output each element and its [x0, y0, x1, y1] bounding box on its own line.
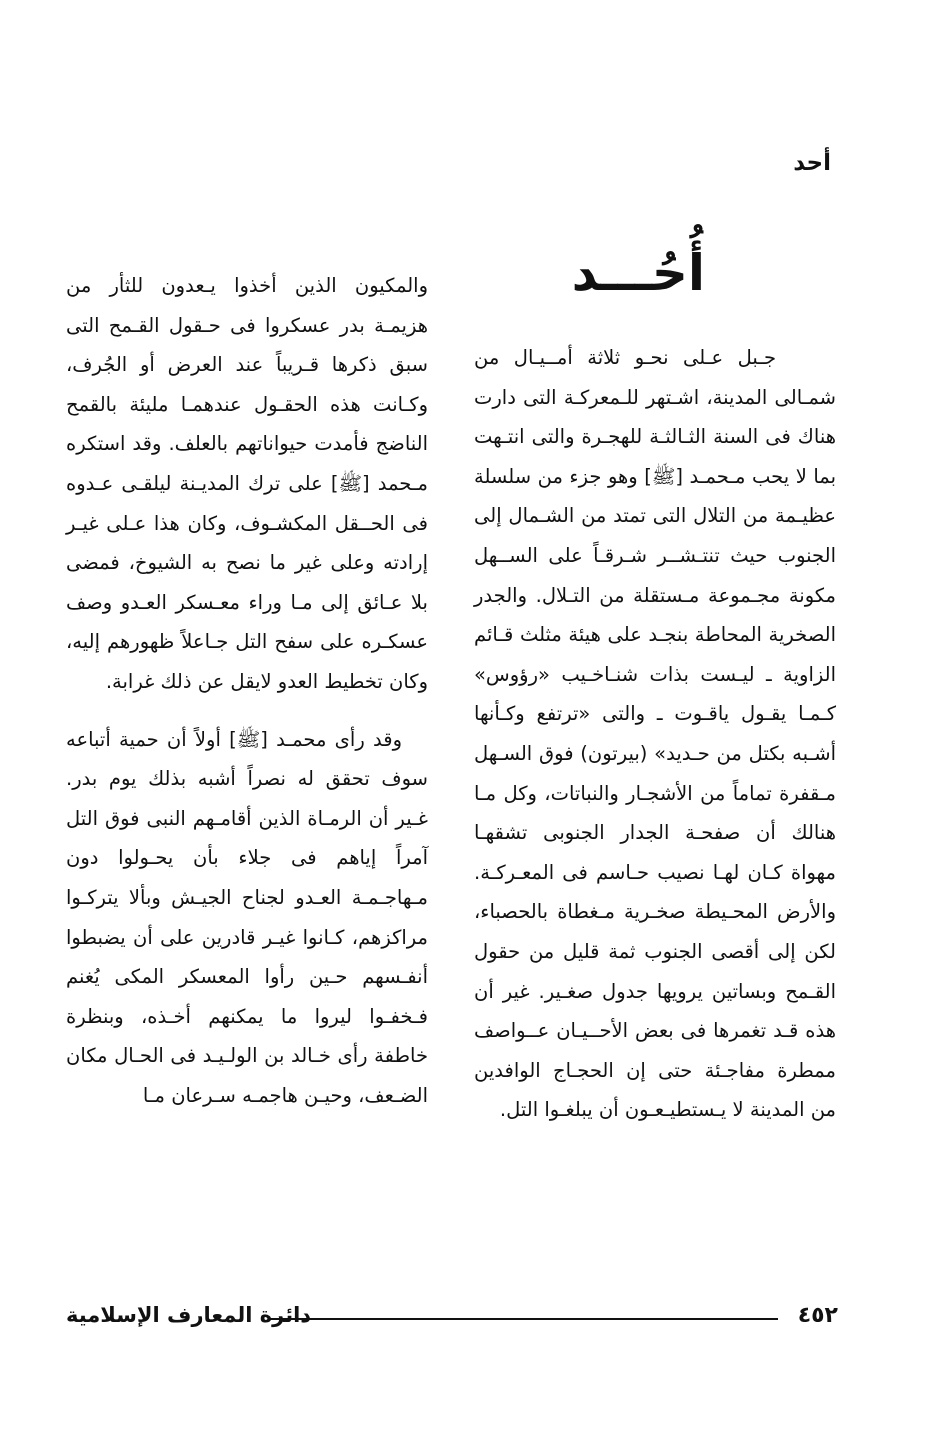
page-number: ٤٥٢	[797, 1303, 838, 1328]
running-head: أحد	[793, 150, 831, 176]
paragraph-left-1: والمكيون الذين أخذوا يـعدون للثأر من هزيمـة بدر عسكروا فى حـقول القـمح التى سبق ذكرها قـريباً عند العرض أو الجُرف، وكـانت هذه الحقـول عندهمـا مليئة بالقمح الناضج فأمدت حيواناتهم بالعلف. وقد استكره مـحمد [ﷺ] على ترك المديـنة ليلقـى عـدوه فى الحــقل المكشـوف، وكان هذا عـلى غيـر إرادته وعلى غير ما نصح به الشيوخ، فمضى بلا عـائق إلى مـا وراء معـسكر العـدو وصف عسكـره على سفح التل جـاعلاً ظهورهم إليه، وكان تخطيط العدو لايقل عن ذلك غرابة.	[66, 274, 428, 693]
right-column	[474, 338, 836, 1130]
left-column	[66, 266, 428, 1115]
encyclopedia-title: دائرة المعارف الإسلامية	[66, 1303, 312, 1327]
footer-rule	[268, 1318, 778, 1320]
article-title: أُحُـــد	[571, 244, 705, 302]
paragraph-right-1: جـبل عـلى نحـو ثلاثة أمــيـال من شمـالى المدينة، اشـتهر للـمعركـة التى دارت هناك فى السنة الثـالثـة للهجـرة والتى انتـهت بما لا يحب مـحمـد [ﷺ] وهو جزء من سلسلة عظيـمة من التلال التى تمتد من الشـمال إلى الجنوب حيث تنتـشــر شـرقـاً على الســهل مكونة مجـموعة مـستقلة من التـلال. والجدر الصخرية المحاطة بنجـد على هيئة مثلث قـائم الزاوية ـ ليـست بذات شنـاخـيب «رؤوس» كـمـا يقـول ياقـوت ـ والتى «ترتفع وكـأنها أشـبه بكتل من حـديد» (بيرتون) فوق السـهل مـقفرة تماماً من الأشجـار والنباتات، وكل مـا هنالك أن صفحـة الجدار الجنوبى تشقهـا مهواة كـان لهـا نصيب حـاسم فى المعـركـة. والأرض المحـيطة صخـرية مـغطاة بالحصباء، لكن إلى أقصى الجنوب ثمة قليل من حقول القـمح وبساتين يرويها جدول صغـير. غير أن هذه قـد تغمرها فى بعض الأحــيـان عــواصف ممطرة مفاجـئة حتى إن الحجـاج الوافدين من المدينة لا يـستطيـعـون أن يبلغـوا التل.	[474, 346, 836, 1122]
paragraph-left-2: وقد رأى محمـد [ﷺ] أولاً أن حمية أتباعه سوف تحقق له نصراً أشبه بذلك يوم بدر. غـير أن الرمـاة الذين أقامـهم النبى فوق التل آمراً إياهم فى جلاء بأن يحـولوا دون مـهاجـمـة العـدو لجناح الجيـش وبألا يتركـوا مراكزهم، كـانوا غيـر قادرين على أن يضبطوا أنفـسهم حـين رأوا المعسكر المكى يُغنم فـخفـوا ليروا ما يمكنهم أخـذه، وبنظرة خاطفة رأى خـالد بن الولـيـد فى الحـال مكان الضـعف، وحيـن هاجمـه سـرعان مـا	[66, 727, 428, 1107]
page-footer	[0, 1303, 933, 1333]
